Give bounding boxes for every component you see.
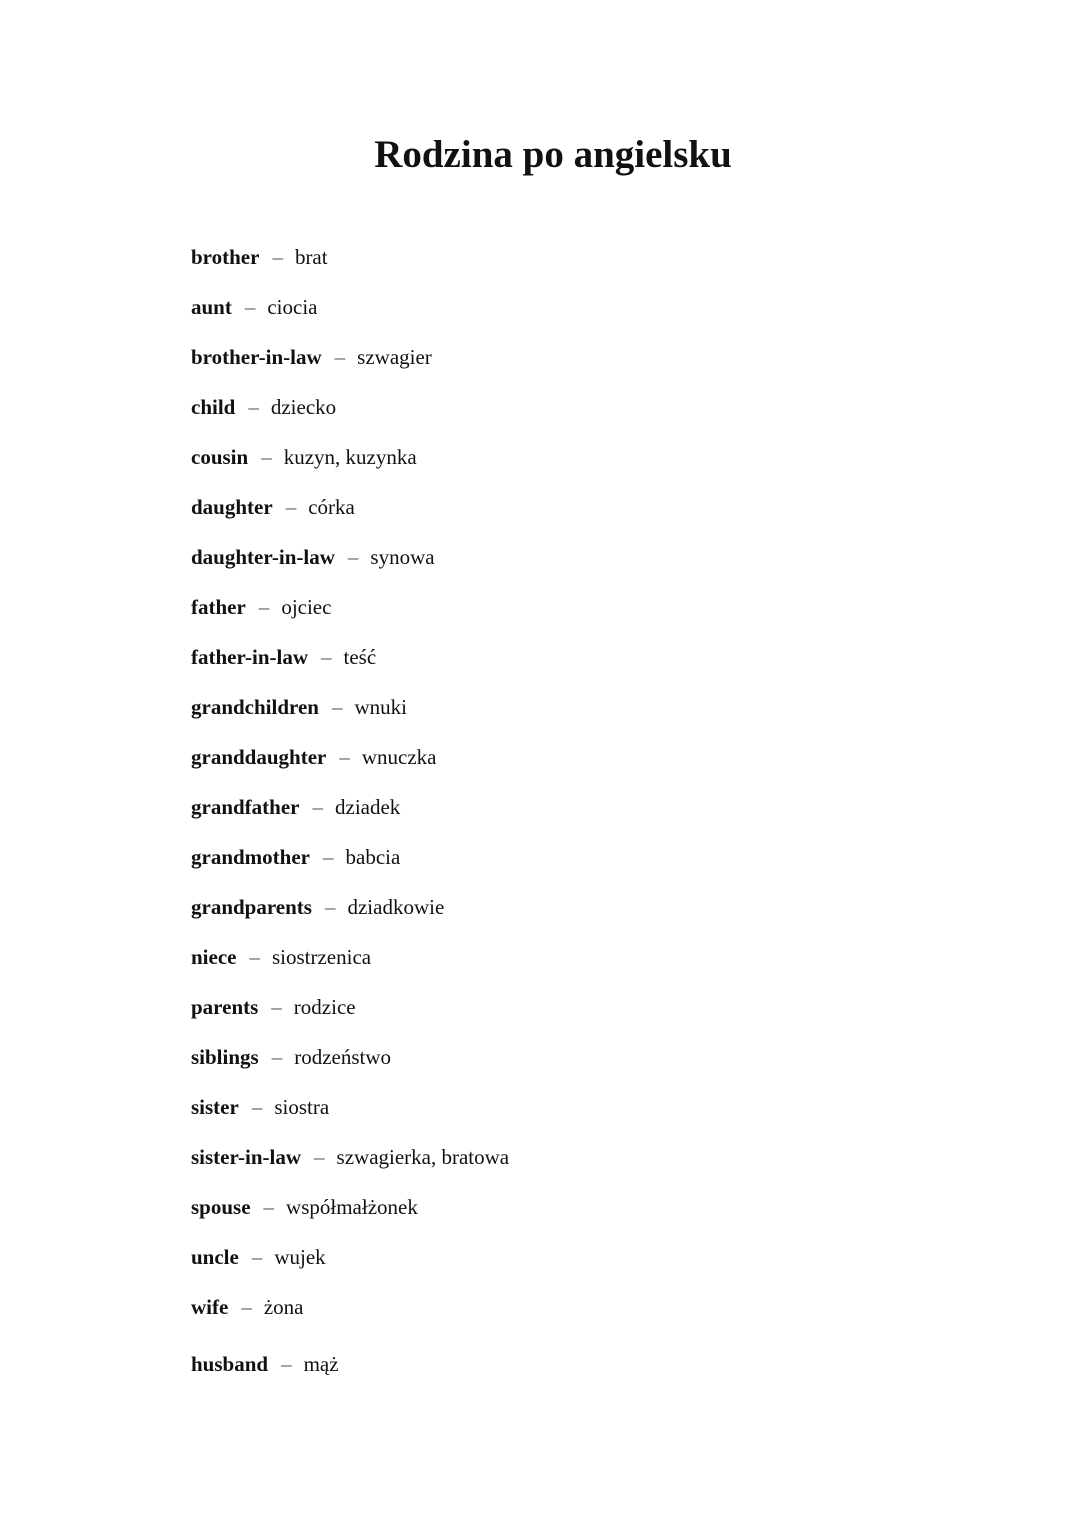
english-term: uncle	[191, 1245, 239, 1269]
list-item	[191, 391, 991, 441]
vocabulary-list	[191, 241, 991, 1398]
list-item	[191, 1348, 991, 1398]
polish-translation: ojciec	[281, 595, 332, 619]
english-term: brother-in-law	[191, 345, 322, 369]
separator: –	[248, 395, 259, 419]
separator: –	[314, 1145, 325, 1169]
polish-translation: mąż	[303, 1352, 339, 1376]
separator: –	[271, 1045, 283, 1069]
list-item	[191, 1291, 991, 1341]
polish-translation: rodzeństwo	[294, 1045, 392, 1069]
english-term: granddaughter	[191, 745, 327, 769]
list-item	[191, 241, 991, 291]
list-item	[191, 741, 991, 791]
separator: –	[249, 945, 260, 969]
list-item	[191, 441, 991, 491]
list-item	[191, 341, 991, 391]
list-item	[191, 841, 991, 891]
list-item	[191, 1141, 991, 1191]
list-item	[191, 1041, 991, 1091]
english-term: grandchildren	[191, 695, 319, 719]
english-term: parents	[191, 995, 259, 1019]
separator: –	[312, 795, 323, 819]
list-item	[191, 591, 991, 641]
list-item	[191, 891, 991, 941]
polish-translation: szwagier	[357, 345, 432, 369]
english-term: grandparents	[191, 895, 312, 919]
english-term: niece	[191, 945, 237, 969]
polish-translation: wujek	[274, 1245, 326, 1269]
separator: –	[251, 1245, 263, 1269]
separator: –	[285, 495, 297, 519]
list-item	[191, 1241, 991, 1291]
separator: –	[331, 695, 343, 719]
list-item	[191, 1191, 991, 1241]
separator: –	[334, 345, 346, 369]
list-item	[191, 941, 991, 991]
english-term: daughter	[191, 495, 273, 519]
polish-translation: siostrzenica	[271, 945, 372, 969]
separator: –	[244, 295, 256, 319]
list-item	[191, 541, 991, 591]
polish-translation: rodzice	[293, 995, 356, 1019]
separator: –	[323, 845, 334, 869]
english-term: brother	[191, 245, 260, 269]
english-term: father-in-law	[191, 645, 309, 669]
english-term: sister-in-law	[191, 1145, 302, 1169]
english-term: husband	[191, 1352, 269, 1376]
list-item	[191, 1091, 991, 1141]
separator: –	[261, 445, 272, 469]
separator: –	[241, 1295, 252, 1319]
page-title: Rodzina po angielsku	[374, 133, 732, 176]
english-term: siblings	[191, 1045, 259, 1069]
english-term: spouse	[191, 1195, 251, 1219]
polish-translation: żona	[263, 1295, 304, 1319]
polish-translation: dziadkowie	[347, 895, 445, 919]
separator: –	[324, 895, 336, 919]
english-term: father	[191, 595, 246, 619]
english-term: sister	[191, 1095, 239, 1119]
separator: –	[251, 1095, 263, 1119]
separator: –	[263, 1195, 275, 1219]
polish-translation: synowa	[370, 545, 435, 569]
list-item	[191, 491, 991, 541]
english-term: daughter-in-law	[191, 545, 335, 569]
separator: –	[321, 645, 332, 669]
separator: –	[271, 995, 282, 1019]
english-term: child	[191, 395, 236, 419]
polish-translation: brat	[294, 245, 328, 269]
separator: –	[347, 545, 359, 569]
polish-translation: wnuczka	[361, 745, 437, 769]
list-item	[191, 291, 991, 341]
polish-translation: teść	[343, 645, 377, 669]
polish-translation: kuzyn, kuzynka	[283, 445, 417, 469]
polish-translation: córka	[308, 495, 355, 519]
polish-translation: wnuki	[354, 695, 407, 719]
english-term: grandmother	[191, 845, 310, 869]
polish-translation: współmałżonek	[286, 1195, 418, 1219]
list-item	[191, 641, 991, 691]
english-term: grandfather	[191, 795, 300, 819]
list-item	[191, 791, 991, 841]
separator: –	[258, 595, 270, 619]
separator: –	[339, 745, 350, 769]
polish-translation: ciocia	[267, 295, 318, 319]
polish-translation: dziecko	[270, 395, 337, 419]
english-term: wife	[191, 1295, 229, 1319]
polish-translation: siostra	[274, 1095, 330, 1119]
english-term: aunt	[191, 295, 232, 319]
polish-translation: szwagierka, bratowa	[336, 1145, 510, 1169]
separator: –	[281, 1352, 292, 1376]
list-item	[191, 691, 991, 741]
separator: –	[272, 245, 283, 269]
list-item	[191, 991, 991, 1041]
polish-translation: dziadek	[335, 795, 401, 819]
polish-translation: babcia	[345, 845, 401, 869]
english-term: cousin	[191, 445, 249, 469]
